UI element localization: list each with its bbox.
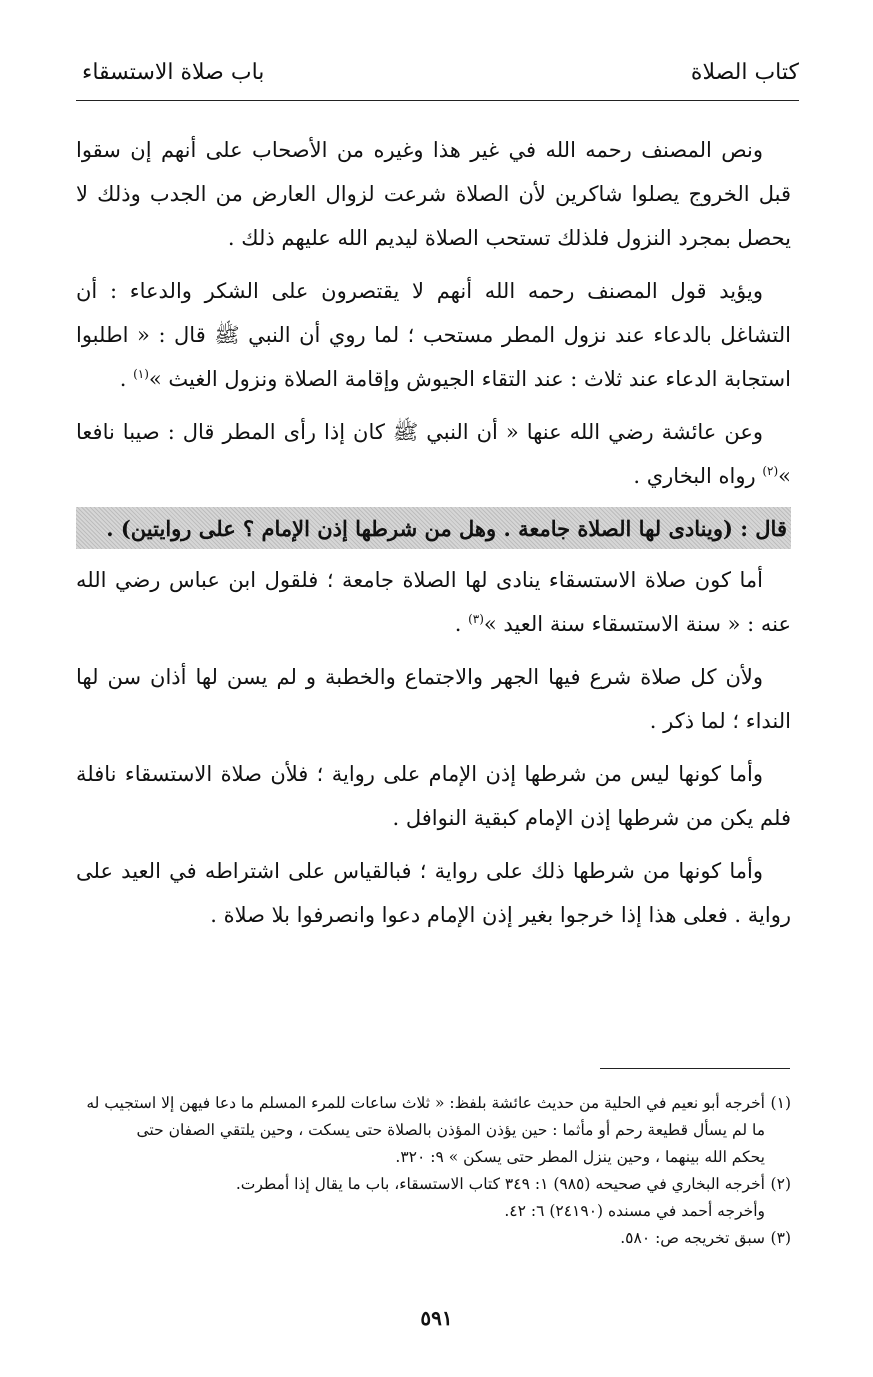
- paragraph-7: وأما كونها من شرطها ذلك على رواية ؛ فبالقياس على اشتراطه في العيد على رواية . فعلى هذا إذا خرجوا بغير إذن الإمام دعوا وانصرفوا بلا صلاة .: [76, 859, 791, 927]
- footnote-divider: [600, 1068, 790, 1069]
- footnote-1-line-2: ما لم يسأل قطيعة رحم أو مأثما : حين يؤذن المؤذن بالصلاة حتى يسكت ، وحين يلتقي الصفان حتى: [136, 1121, 765, 1139]
- paragraph-5: ولأن كل صلاة شرع فيها الجهر والاجتماع والخطبة و لم يسن لها أذان سن لها النداء ؛ لما ذكر .: [76, 665, 791, 733]
- footnote-ref-1: (١): [133, 367, 149, 381]
- chapter-title: باب صلاة الاستسقاء: [82, 60, 265, 85]
- paragraph-2: ويؤيد قول المصنف رحمه الله أنهم لا يقتصرون على الشكر والدعاء : أن التشاغل بالدعاء عند نزول المطر مستحب ؛ لما روي أن النبي ﷺ قال : « اطلبوا استجابة الدعاء عند ثلاث : عند التقاء الجيوش وإقامة الصلاة ونزول الغيث »$^{(١)}$ .: [76, 279, 791, 391]
- footnote-ref-2: (٢): [762, 464, 779, 478]
- paragraph-3: وعن عائشة رضي الله عنها « أن النبي ﷺ كان إذا رأى المطر قال : صيبا نافعا »$^{(٢)}$ رواه البخاري .: [76, 420, 791, 488]
- footnote-2-line-2: وأخرجه أحمد في مسنده (٢٤١٩٠) ٦: ٤٢.: [504, 1202, 765, 1220]
- paragraph-1: ونص المصنف رحمه الله في غير هذا وغيره من الأصحاب على أنهم إن سقوا قبل الخروج يصلوا شاكرين لأن الصلاة شرعت لزوال العارض من الجدب وذلك لا يحصل بمجرد النزول فلذلك تستحب الصلاة ليديم الله عليهم ذلك .: [76, 138, 791, 250]
- footnote-1: (١)أخرجه أبو نعيم في الحلية من حديث عائشة بلفظ: « ثلاث ساعات للمرء المسلم ما دعا فيهن إلا استجيب له: [86, 1094, 791, 1112]
- footnote-ref-3: (٣): [468, 612, 484, 626]
- footnotes: [76, 1090, 791, 1252]
- page-number: ٥٩١: [420, 1306, 453, 1330]
- footnote-1-line-3: يحكم الله بينهما ، وحين ينزل المطر حتى يسكن » ٩: ٣٢٠.: [395, 1148, 765, 1166]
- matn-quote-shaded: قال : (وينادى لها الصلاة جامعة . وهل من شرطها إذن الإمام ؟ على روايتين) .: [76, 507, 791, 549]
- main-text: [76, 128, 791, 946]
- paragraph-6: وأما كونها ليس من شرطها إذن الإمام على رواية ؛ فلأن صلاة الاستسقاء نافلة فلم يكن من شرطها إذن الإمام كبقية النوافل .: [76, 762, 791, 830]
- paragraph-4: أما كون صلاة الاستسقاء ينادى لها الصلاة جامعة ؛ فلقول ابن عباس رضي الله عنه : « سنة الاستسقاء سنة العيد »$^{(٣)}$ .: [76, 568, 791, 636]
- footnote-3: (٣)سبق تخريجه ص: ٥٨٠.: [620, 1229, 791, 1247]
- running-header: [76, 58, 799, 101]
- book-title: كتاب الصلاة: [690, 60, 799, 85]
- footnote-2: (٢)أخرجه البخاري في صحيحه (٩٨٥) ١: ٣٤٩ كتاب الاستسقاء، باب ما يقال إذا أمطرت.: [235, 1175, 791, 1193]
